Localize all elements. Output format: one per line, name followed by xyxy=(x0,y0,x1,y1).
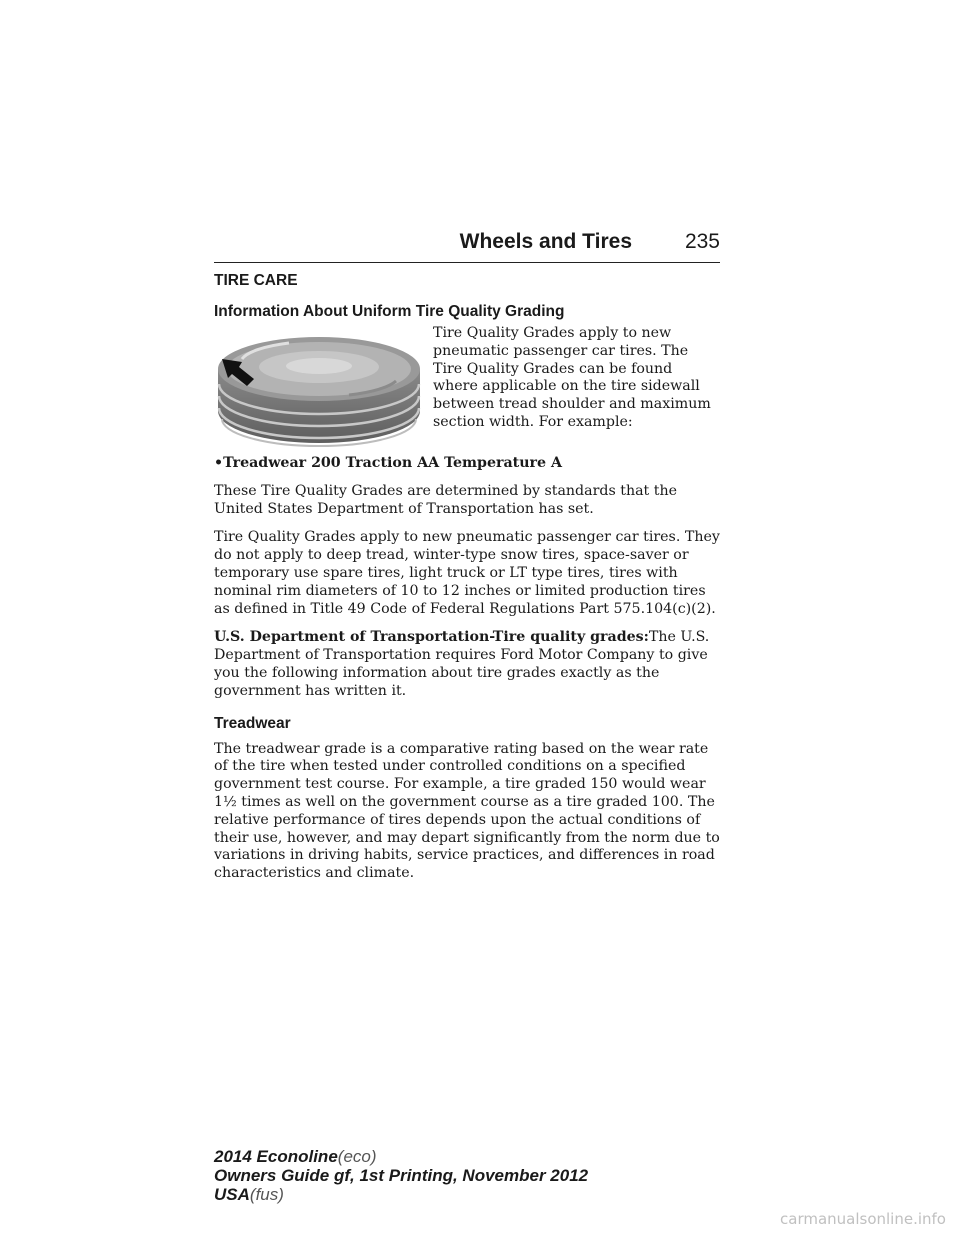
footer-line-3 xyxy=(214,1185,588,1204)
watermark: carmanualsonline.info xyxy=(780,1210,946,1228)
subsection-title: Information About Uniform Tire Quality Grading xyxy=(214,303,565,320)
figure-row xyxy=(214,325,720,445)
example-bullet xyxy=(214,455,720,473)
paragraph-standards: These Tire Quality Grades are determined by standards that the United States Department of Transportation has set. xyxy=(214,482,677,517)
footer-market: USA xyxy=(214,1185,250,1204)
page-number: 235 xyxy=(684,230,720,253)
footer-line-1 xyxy=(214,1147,588,1166)
chapter-title: Wheels and Tires xyxy=(459,230,632,253)
paragraph-applicability: Tire Quality Grades apply to new pneumatic passenger car tires. They do not apply to deep tread, winter-type snow tires, space-saver or temporary use spare tires, light truck or LT type tires, tires with nominal rim diameters of 10 to 12 inches or limited production tires as defined in Title 49 Code of Federal Regulations Part 575.104(c)(2). xyxy=(214,529,720,617)
paragraph-lead: U.S. Department of Transportation-Tire quality grades: xyxy=(214,629,649,646)
footer-line-2: Owners Guide gf, 1st Printing, November 2012 xyxy=(214,1166,589,1185)
page-footer xyxy=(214,1147,588,1204)
tire-sidewall-arrow-icon xyxy=(214,329,424,447)
page-content xyxy=(214,272,720,894)
intro-paragraph: Tire Quality Grades apply to new pneumatic passenger car tires. The Tire Quality Grades can be found where applicable on the tire sidewall between tread shoulder and maximum section width. For example: xyxy=(433,325,711,430)
paragraph-body: The U.S. Department of Transportation requires Ford Motor Company to give you the following information about tire grades exactly as the government has written it. xyxy=(214,629,710,699)
treadwear-heading: Treadwear xyxy=(214,714,291,732)
section-title: TIRE CARE xyxy=(214,272,298,289)
footer-model-code: (eco) xyxy=(337,1147,377,1166)
footer-model: 2014 Econoline xyxy=(214,1147,338,1166)
treadwear-paragraph: The treadwear grade is a comparative rating based on the wear rate of the tire when tested under controlled conditions on a specified government test course. For example, a tire graded 150 would wear 1½ times as well on the government course as a tire graded 100. The relative performance of tires depends upon the actual conditions of their use, however, and may depart significantly from the norm due to variations in driving habits, service practices, and differences in road characteristics and climate. xyxy=(214,740,720,882)
paragraph-dot-grades xyxy=(214,629,720,700)
bullet-text: Treadwear 200 Traction AA Temperature A xyxy=(223,455,562,471)
bullet-symbol: • xyxy=(214,455,224,471)
page-header xyxy=(214,228,720,263)
footer-market-code: (fus) xyxy=(249,1185,284,1204)
